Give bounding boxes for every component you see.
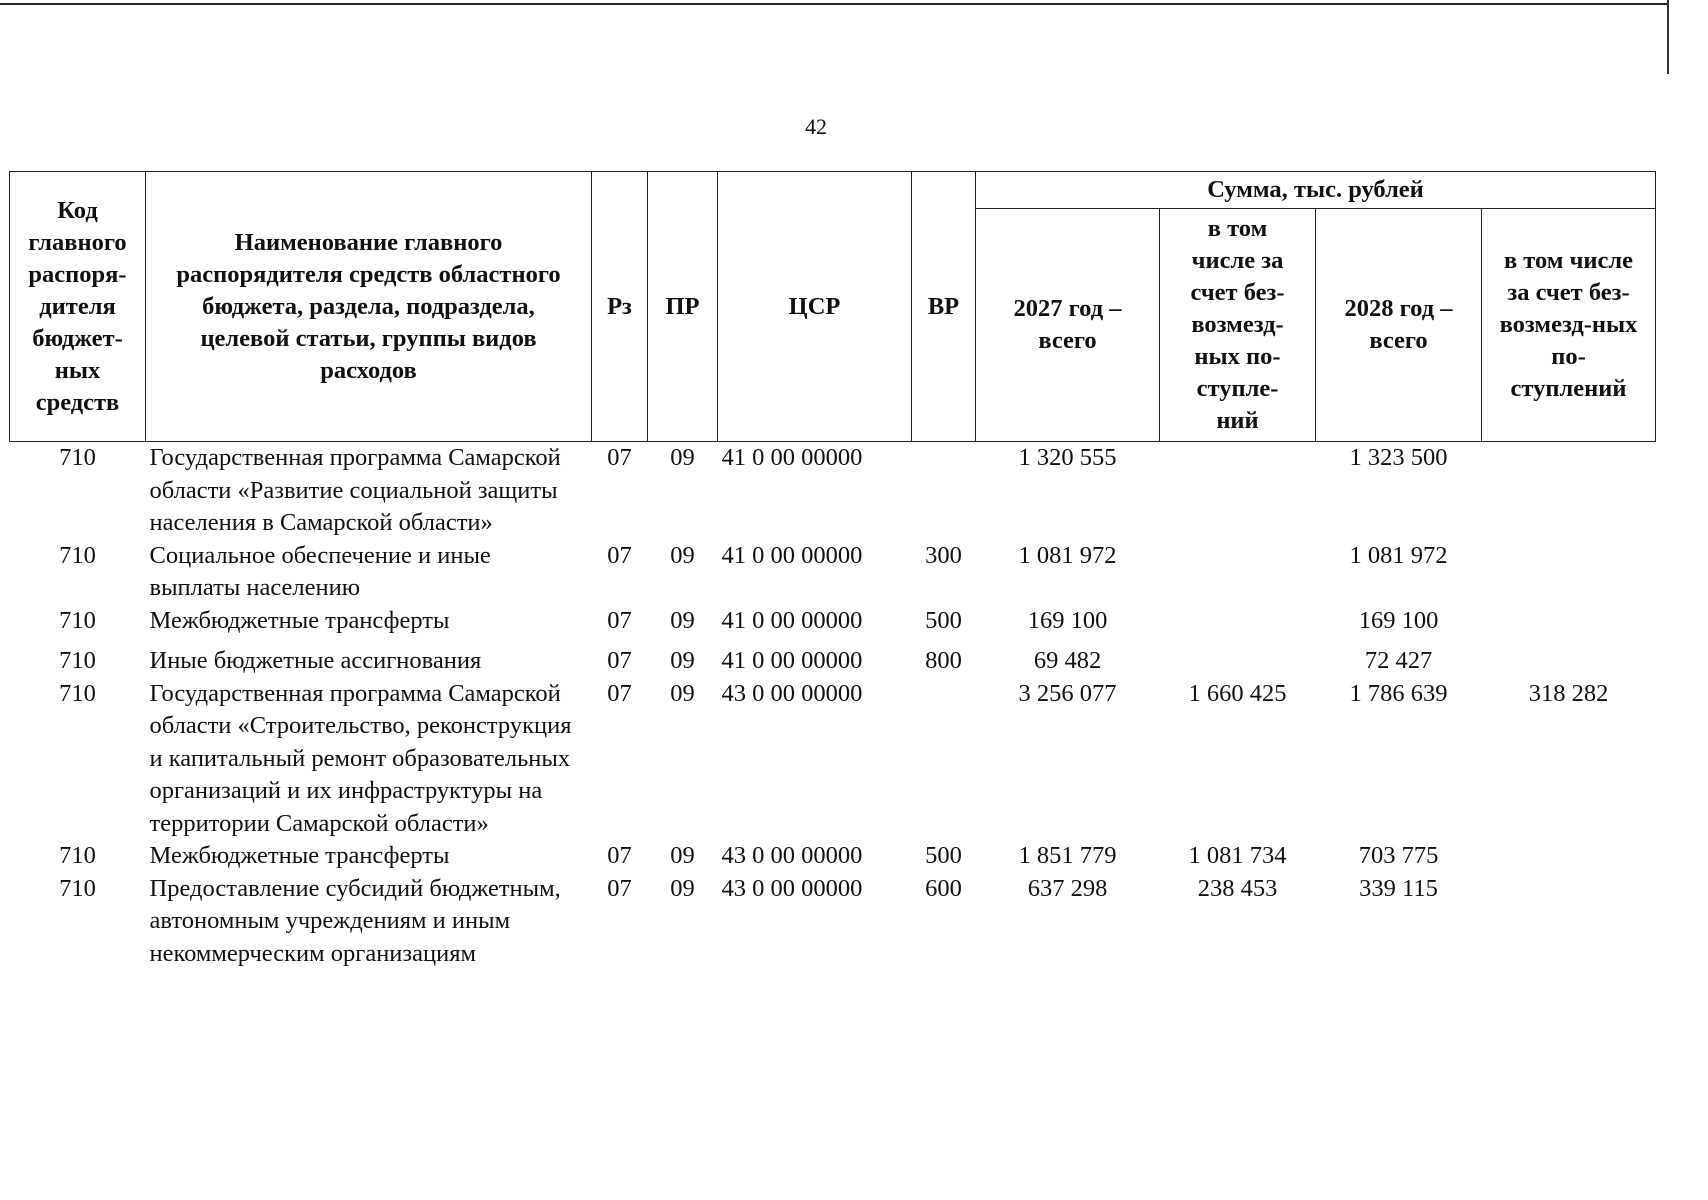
cell-vr: 500 xyxy=(925,606,962,634)
page-number: 42 xyxy=(805,114,827,139)
cell-csr: 41 0 00 00000 xyxy=(721,606,863,634)
cell-pr: 09 xyxy=(670,647,695,674)
cell-code: 710 xyxy=(59,541,96,569)
cell-2027-total: 637 298 xyxy=(1027,874,1108,902)
cell-2027-total: 1 320 555 xyxy=(1018,444,1117,471)
cell-vr xyxy=(912,442,976,540)
cell-2028-total: 1 323 500 xyxy=(1349,444,1448,471)
cell-pr: 09 xyxy=(670,444,695,471)
cell-pr: 09 xyxy=(670,842,695,869)
cell-csr: 41 0 00 00000 xyxy=(721,444,863,471)
cell-csr: 43 0 00 00000 xyxy=(721,679,863,707)
header-rz: Рз xyxy=(592,172,648,442)
cell-pr: 09 xyxy=(670,874,695,902)
cell-2027-free: 1 660 425 xyxy=(1188,679,1287,707)
cell-2027-total: 1 081 972 xyxy=(1018,541,1117,569)
table-row xyxy=(10,678,1656,841)
cell-2028-free xyxy=(1482,873,1656,971)
header-code: Код главного распоря-дителя бюджет-ных средств xyxy=(10,172,146,442)
header-2028-total: 2028 год – всего xyxy=(1316,209,1482,442)
cell-rz: 07 xyxy=(607,679,632,707)
header-2028-free: в том числе за счет без-возмезд-ных по-ступлений xyxy=(1482,209,1656,442)
cell-name: Иные бюджетные ассигнования xyxy=(149,647,482,674)
top-rule xyxy=(0,3,1668,5)
cell-2027-free: 1 081 734 xyxy=(1188,842,1287,869)
cell-2028-total: 169 100 xyxy=(1358,606,1439,634)
cell-code: 710 xyxy=(59,444,96,471)
header-2027-free: в том числе за счет без-возмезд-ных по-ступле-ний xyxy=(1160,209,1316,442)
cell-code: 710 xyxy=(59,679,96,707)
cell-rz: 07 xyxy=(607,874,632,902)
cell-name: Межбюджетные трансферты xyxy=(149,606,450,634)
cell-2027-free xyxy=(1160,540,1316,605)
cell-pr: 09 xyxy=(670,541,695,569)
cell-code: 710 xyxy=(59,647,96,674)
cell-2028-free xyxy=(1482,605,1656,638)
table-row xyxy=(10,442,1656,540)
cell-2028-total: 72 427 xyxy=(1364,647,1433,674)
cell-2027-free: 238 453 xyxy=(1197,874,1278,902)
cell-name: Социальное обеспечение и иные выплаты населению xyxy=(149,541,491,601)
cell-2028-free xyxy=(1482,840,1656,873)
cell-vr: 300 xyxy=(925,541,962,569)
cell-2028-total: 1 081 972 xyxy=(1349,541,1448,569)
cell-rz: 07 xyxy=(607,606,632,634)
cell-pr: 09 xyxy=(670,606,695,634)
budget-table xyxy=(9,171,1656,970)
cell-csr: 43 0 00 00000 xyxy=(721,842,863,869)
cell-code: 710 xyxy=(59,842,96,869)
cell-rz: 07 xyxy=(607,444,632,471)
cell-2028-free: 318 282 xyxy=(1528,679,1609,707)
cell-2028-free xyxy=(1482,540,1656,605)
cell-2027-free xyxy=(1160,442,1316,540)
table-row xyxy=(10,840,1656,873)
cell-vr: 500 xyxy=(925,842,962,869)
cell-2027-free xyxy=(1160,637,1316,678)
header-sum: Сумма, тыс. рублей xyxy=(976,172,1656,209)
cell-2027-total: 1 851 779 xyxy=(1018,842,1117,869)
header-pr: ПР xyxy=(648,172,718,442)
cell-2028-total: 703 775 xyxy=(1358,842,1439,869)
table-row xyxy=(10,605,1656,638)
header-2027-total: 2027 год – всего xyxy=(976,209,1160,442)
cell-2028-free xyxy=(1482,442,1656,540)
table-row xyxy=(10,637,1656,678)
cell-2027-total: 3 256 077 xyxy=(1018,679,1117,707)
header-csr: ЦСР xyxy=(718,172,912,442)
cell-name: Межбюджетные трансферты xyxy=(149,842,450,869)
table-row xyxy=(10,540,1656,605)
cell-name: Предоставление субсидий бюджетным, автономным учреждениям и иным некоммерческим организациям xyxy=(149,874,561,967)
cell-rz: 07 xyxy=(607,647,632,674)
table-row xyxy=(10,873,1656,971)
cell-rz: 07 xyxy=(607,842,632,869)
cell-vr: 600 xyxy=(925,874,962,902)
cell-csr: 43 0 00 00000 xyxy=(721,874,863,902)
cell-name: Государственная программа Самарской области «Развитие социальной защиты населения в Самарской области» xyxy=(149,444,561,536)
cell-rz: 07 xyxy=(607,541,632,569)
cell-2027-total: 169 100 xyxy=(1027,606,1108,634)
table-header xyxy=(10,172,1656,442)
cell-2027-total: 69 482 xyxy=(1033,647,1102,674)
cell-2028-free xyxy=(1482,637,1656,678)
cell-name: Государственная программа Самарской области «Строительство, реконструкция и капитальный ремонт образовательных организаций и их инфраструктуры на территории Самарской области» xyxy=(149,679,572,837)
cell-pr: 09 xyxy=(670,679,695,707)
cell-csr: 41 0 00 00000 xyxy=(721,541,863,569)
cell-2028-total: 1 786 639 xyxy=(1349,679,1448,707)
right-rule xyxy=(1667,0,1669,74)
cell-vr: 800 xyxy=(925,647,962,674)
header-name: Наименование главного распорядителя средств областного бюджета, раздела, подраздела, целевой статьи, группы видов расходов xyxy=(146,172,592,442)
cell-code: 710 xyxy=(59,606,96,634)
cell-2028-total: 339 115 xyxy=(1359,874,1438,902)
cell-code: 710 xyxy=(59,874,96,902)
table-body xyxy=(10,442,1656,971)
cell-2027-free xyxy=(1160,605,1316,638)
cell-vr xyxy=(912,678,976,841)
cell-csr: 41 0 00 00000 xyxy=(721,647,863,674)
header-vr: ВР xyxy=(912,172,976,442)
